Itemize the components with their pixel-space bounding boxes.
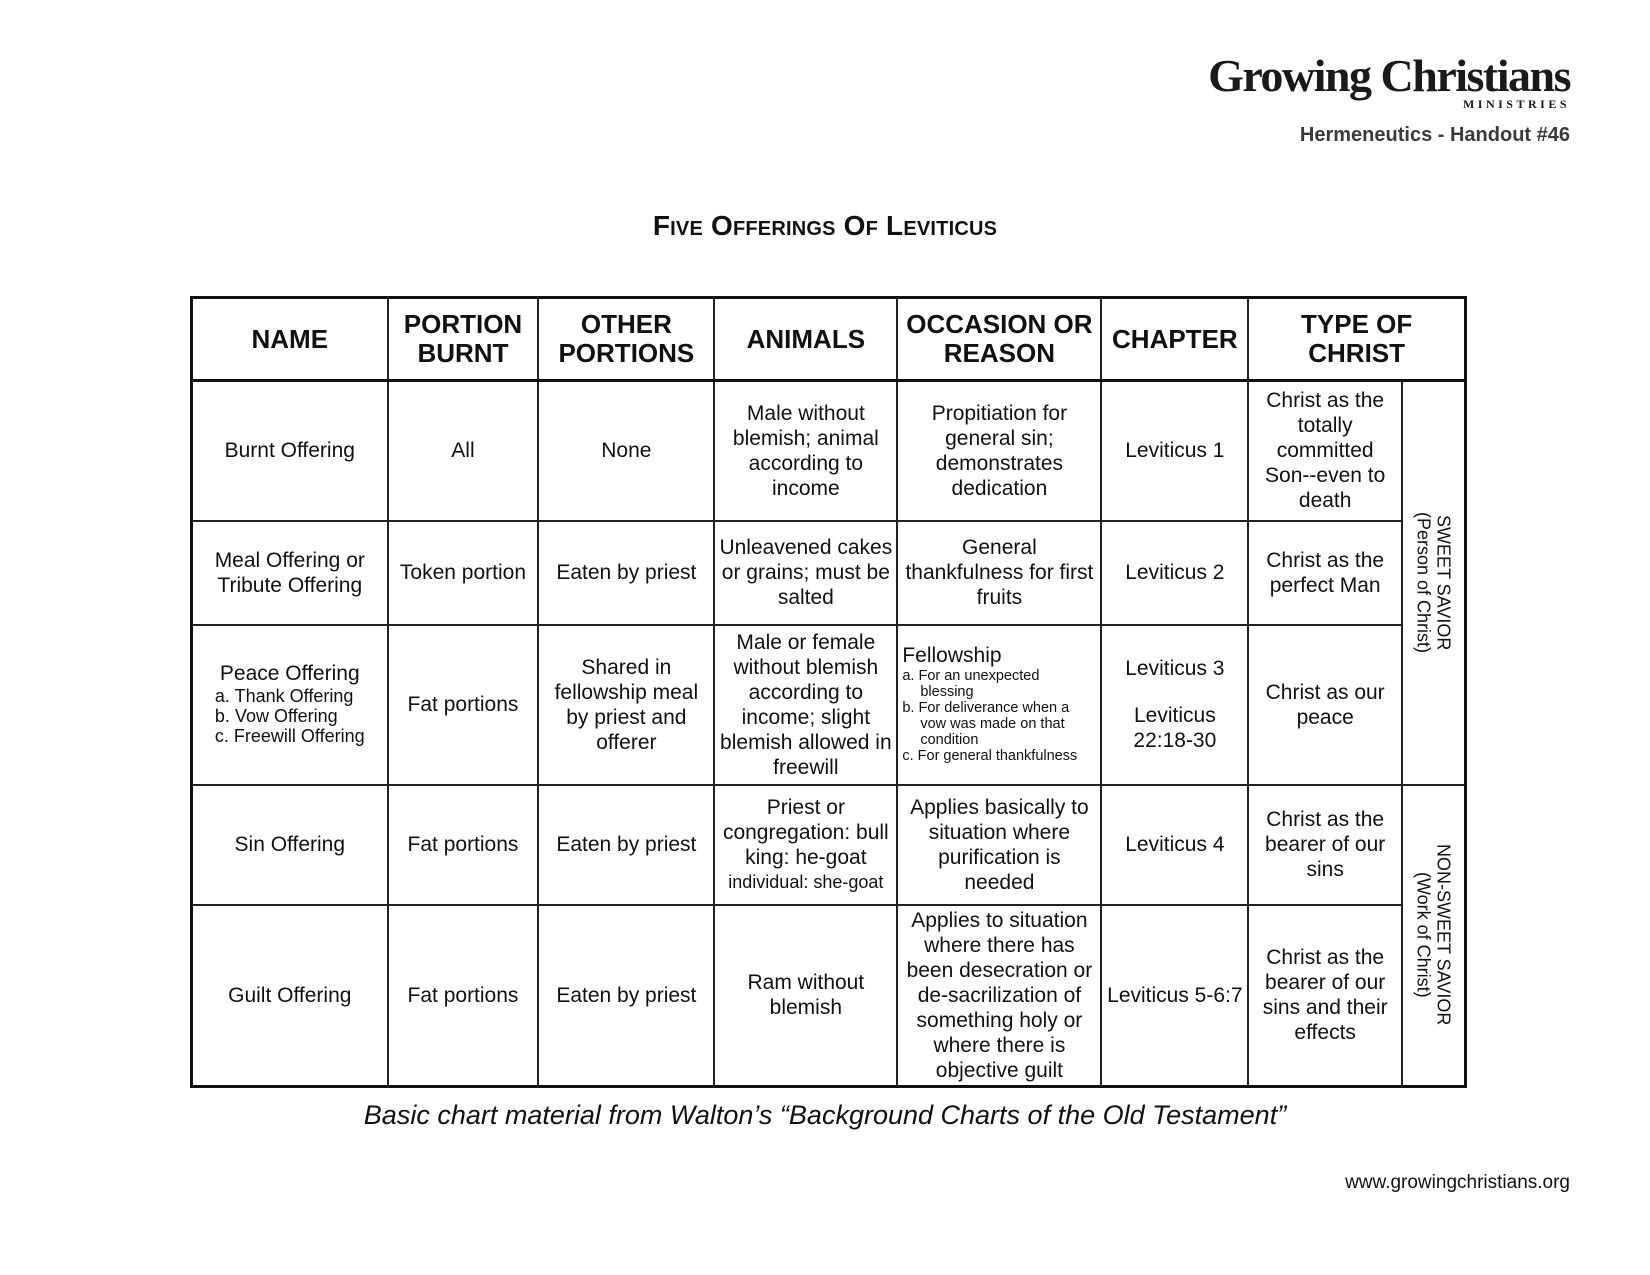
side-label-nonsweet-text	[1414, 844, 1454, 1025]
cell-animals: Ram without blemish	[714, 905, 897, 1087]
cell-animals: Male or female without blemish according to income; slight blemish allowed in freewill	[714, 625, 897, 785]
cell-chapter: Leviticus 1	[1101, 381, 1248, 521]
sweet-line-2: (Person of Christ)	[1413, 512, 1434, 654]
cell-type: Christ as our peace	[1248, 625, 1402, 785]
chapter-secondary: Leviticus 22:18-30	[1133, 704, 1217, 752]
cell-other: Eaten by priest	[538, 785, 714, 905]
logo-main-text: Growing Christians	[1208, 50, 1570, 101]
table-row	[192, 625, 1466, 785]
cell-name: Sin Offering	[192, 785, 388, 905]
cell-name: Burnt Offering	[192, 381, 388, 521]
col-header-other: OTHER PORTIONS	[538, 298, 714, 381]
peace-name-list	[215, 686, 365, 746]
cell-animals: Unleavened cakes or grains; must be salted	[714, 521, 897, 625]
side-label-sweet	[1402, 381, 1465, 785]
cell-occasion: General thankfulness for first fruits	[897, 521, 1101, 625]
animals-line: individual: she-goat	[728, 871, 884, 892]
cell-type: Christ as the perfect Man	[1248, 521, 1402, 625]
cell-occasion	[897, 625, 1101, 785]
peace-occasion-heading: Fellowship	[902, 643, 1002, 667]
cell-animals: Male without blemish; animal according to income	[714, 381, 897, 521]
nonsweet-line-2: (Work of Christ)	[1413, 872, 1434, 998]
cell-portion: Fat portions	[388, 905, 539, 1087]
peace-name: Peace Offering	[219, 662, 360, 685]
table-row	[192, 381, 1466, 521]
cell-other: Shared in fellowship meal by priest and offerer	[538, 625, 714, 785]
page-title: Five Offerings Of Leviticus	[652, 210, 998, 241]
table-row	[192, 785, 1466, 905]
cell-chapter: Leviticus 2	[1101, 521, 1248, 625]
col-header-type: TYPE OF CHRIST	[1248, 298, 1465, 381]
sweet-line-1: SWEET SAVIOR	[1433, 515, 1454, 651]
header-row	[192, 298, 1466, 381]
col-header-portion: PORTION BURNT	[388, 298, 539, 381]
offerings-table	[190, 296, 1467, 1088]
website-url: www.growingchristians.org	[1345, 1172, 1570, 1193]
cell-portion: Token portion	[388, 521, 539, 625]
col-header-name: NAME	[192, 298, 388, 381]
cell-chapter: Leviticus 4	[1101, 785, 1248, 905]
source-caption: Basic chart material from Walton’s “Background Charts of the Old Testament”	[363, 1100, 1287, 1130]
cell-portion: All	[388, 381, 539, 521]
cell-occasion: Applies to situation where there has been desecration or de-sacrilization of something holy or where there is objective guilt	[897, 905, 1101, 1087]
cell-portion: Fat portions	[388, 785, 539, 905]
cell-animals	[714, 785, 897, 905]
cell-portion: Fat portions	[388, 625, 539, 785]
cell-name	[192, 625, 388, 785]
list-item: c. Freewill Offering	[214, 726, 365, 746]
list-item: b. Vow Offering	[214, 706, 338, 726]
table-row	[192, 905, 1466, 1087]
animals-line: king: he-goat	[745, 845, 867, 869]
side-label-sweet-text	[1414, 512, 1454, 653]
nonsweet-line-1: NON-SWEET SAVIOR	[1433, 844, 1454, 1026]
col-header-occasion: OCCASION OR REASON	[897, 298, 1101, 381]
handout-label: Hermeneutics - Handout #46	[1299, 124, 1570, 146]
cell-type: Christ as the bearer of our sins	[1248, 785, 1402, 905]
cell-other: Eaten by priest	[538, 521, 714, 625]
logo	[1208, 52, 1570, 110]
offerings-chart	[190, 296, 1467, 1082]
cell-other: None	[538, 381, 714, 521]
chapter-primary: Leviticus 3	[1125, 657, 1225, 680]
peace-occasion-list	[902, 644, 1096, 764]
cell-name: Meal Offering or Tribute Offering	[192, 521, 388, 625]
cell-other: Eaten by priest	[538, 905, 714, 1087]
side-label-nonsweet	[1402, 785, 1465, 1087]
list-item: c. For general thankfulness	[902, 747, 1078, 764]
animals-line: Priest or congregation: bull	[722, 795, 889, 844]
cell-type: Christ as the totally committed Son--even to death	[1248, 381, 1402, 521]
cell-type: Christ as the bearer of our sins and their effects	[1248, 905, 1402, 1087]
cell-chapter	[1101, 625, 1248, 785]
col-header-chapter: CHAPTER	[1101, 298, 1248, 381]
table-row	[192, 521, 1466, 625]
list-item: a. Thank Offering	[214, 686, 354, 706]
list-item: b. For deliverance when a vow was made on that condition	[902, 699, 1070, 748]
cell-chapter: Leviticus 5-6:7	[1101, 905, 1248, 1087]
logo-sub-text: MINISTRIES	[1462, 97, 1570, 111]
cell-occasion: Propitiation for general sin; demonstrates dedication	[897, 381, 1101, 521]
cell-occasion: Applies basically to situation where purification is needed	[897, 785, 1101, 905]
cell-name: Guilt Offering	[192, 905, 388, 1087]
list-item: a. For an unexpected blessing	[902, 667, 1040, 700]
col-header-animals: ANIMALS	[714, 298, 897, 381]
